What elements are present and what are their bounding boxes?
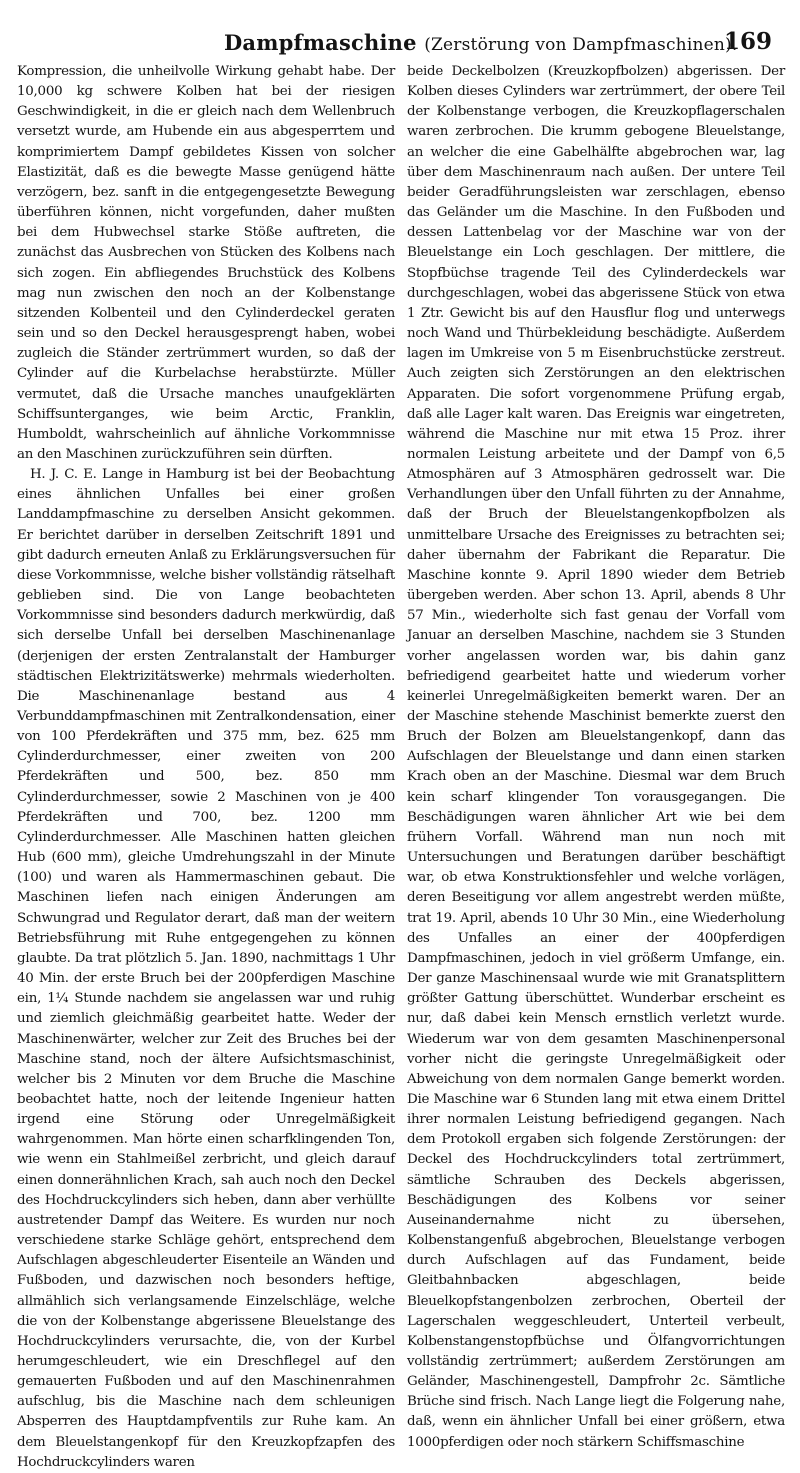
paragraph: beide Deckelbolzen (Kreuzkopfbolzen) abgerissen. Der Kolben dieses Cylinders war zertrümmert, der obere Teil der Kolbenstange verbogen, die Kreuzkopflagerschalen waren zerbrochen. Die krumm gebogene Bleuelstange, an welcher die eine Gabelhälfte abgebrochen war, lag über dem Maschinenraum nach außen. Der untere Teil beider Geradführungsleisten war zerschlagen, ebenso das Geländer um die Maschine. In den Fußboden und dessen Lattenbelag vor der Maschine war von der Bleuelstange ein Loch geschlagen. Der mittlere, die Stopfbüchse tragende Teil des Cylinderdeckels war durchgeschlagen, wobei das abgerissene Stück von etwa 1 Ztr. Gewicht bis auf den Hausflur flog und unterwegs noch Wand und Thürbekleidung beschädigte. Außerdem lagen im Umkreise von 5 m Eisenbruchstücke zerstreut. Auch zeigten sich Zerstörungen an den elektrischen Apparaten. Die sofort vorgenommene Prüfung ergab, daß alle Lager kalt waren. Das Ereignis war eingetreten, während die Maschine nur mit etwa 15 Proz. ihrer normalen Leistung arbeitete und der Dampf von 6,5 Atmosphären auf 3 Atmosphären gedrosselt war. Die Verhandlungen über den Unfall führten zu der Annahme, daß der Bruch der Bleuelstangenkopfbolzen als unmittelbare Ursache des Ereignisses zu betrachten sei; daher übernahm der Fabrikant die Reparatur. Die Maschine konnte 9. April 1890 wieder dem Betrieb übergeben werden. Aber schon 13. April, abends 8 Uhr 57 Min., wiederholte sich fast genau der Vorfall vom Januar an derselben Maschine, nachdem sie 3 Stunden vorher angelassen worden war, bis dahin ganz befriedigend gearbeitet hatte und wiederum vorher keinerlei Unregelmäßigkeiten bemerkt waren. Der an der Maschine stehende Maschinist bemerkte zuerst den Bruch der Bolzen am Bleuelstangenkopf, dann das Aufschlagen der Bleuelstange und dann einen starken Krach oben an der Maschine. Diesmal war dem Bruch kein scharf klingender Ton vorausgegangen. Die Beschädigungen waren ähnlicher Art wie bei dem frühern Vorfall. Während man nun noch mit Untersuchungen und Beratungen darüber beschäftigt war, ob etwa Konstruktionsfehler und welche vorlägen, deren Beseitigung vor allem angestrebt werden müßte, trat 19. April, abends 10 Uhr 30 Min., eine Wiederholung des Unfalles an einer der 400pferdigen Dampfmaschinen, jedoch in viel größerm Umfange, ein. Der ganze Maschinensaal wurde wie mit Granatsplittern größter Gattung überschüttet. Wunderbar erscheint es nur, daß dabei kein Mensch ernstlich verletzt wurde. Wiederum war von dem gesamten Maschinenpersonal vorher nicht die geringste Unregelmäßigkeit oder Abweichung von dem normalen Gange bemerkt worden. Die Maschine war 6 Stunden lang mit etwa einem Drittel ihrer normalen Leistung befriedigend gegangen. Nach dem Protokoll ergaben sich folgende Zerstörungen: der Deckel des Hochdruckcylinders total zertrümmert, sämtliche Schrauben des Deckels abgerissen, Beschädigungen des Kolbens vor seiner Auseinandernahme nicht zu übersehen, Kolbenstangenfuß abgebrochen, Bleuelstange verbogen durch Aufschlagen auf das Fundament, beide Gleitbahnbacken abgeschlagen, beide Bleuelkopfstangenbolzen zerbrochen, Oberteil der Lagerschalen weggeschleudert, Unterteil verbeult, Kolbenstangenstopfbüchse und Ölfangvorrichtungen vollständig zertrümmert; außerdem Zerstörungen am Geländer, Maschinengestell, Dampfrohr 2c. Sämtliche Brüche sind frisch. Nach Lange liegt die Folgerung nahe, daß, wenn ein ähnlicher Unfall bei einer größern, etwa 1000pferdigen oder noch stärkern Schiffsmaschine bbox=[407, 64, 785, 1450]
page-header bbox=[0, 26, 800, 62]
paragraph: H. J. C. E. Lange in Hamburg ist bei der Beobachtung eines ähnlichen Unfalles bei einer großen Landdampfmaschine zu derselben Ansicht gekommen. Er berichtet darüber in derselben Zeitschrift 1891 und gibt dadurch erneuten Anlaß zu Erklärungsversuchen für diese Vorkommnisse, welche bisher vollständig rätselhaft geblieben sind. Die von Lange beobachteten Vorkommnisse sind besonders dadurch merkwürdig, daß sich derselbe Unfall bei derselben Maschinenanlage (derjenigen der ersten Zentralanstalt der Hamburger städtischen Elektrizitätswerke) mehrmals wiederholten. Die Maschinenanlage bestand aus 4 Verbunddampfmaschinen mit Zentralkondensation, einer von 100 Pferdekräften und 375 mm, bez. 625 mm Cylinderdurchmesser, einer zweiten von 200 Pferdekräften und 500, bez. 850 mm Cylinderdurchmesser, sowie 2 Maschinen von je 400 Pferdekräften und 700, bez. 1200 mm Cylinderdurchmesser. Alle Maschinen hatten gleichen Hub (600 mm), gleiche Umdrehungszahl in der Minute (100) und waren als Hammermaschinen gebaut. Die Maschinen liefen nach einigen Änderungen am Schwungrad und Regulator derart, daß man der weitern Betriebsführung mit Ruhe entgegengehen zu können glaubte. Da trat plötzlich 5. Jan. 1890, nachmittags 1 Uhr 40 Min. der erste Bruch bei der 200pferdigen Maschine ein, 1¼ Stunde nachdem sie angelassen war und ruhig und ziemlich gleichmäßig gearbeitet hatte. Weder der Maschinenwärter, welcher zur Zeit des Bruches bei der Maschine stand, noch der ältere Aufsichtsmaschinist, welcher bis 2 Minuten vor dem Bruche die Maschine beobachtet hatte, noch der leitende Ingenieur hatten irgend eine Störung oder Unregelmäßigkeit wahrgenommen. Man hörte einen scharfklingenden Ton, wie wenn ein Stahlmeißel zerbricht, und gleich darauf einen donnerähnlichen Krach, sah auch noch den Deckel des Hochdruckcylinders sich heben, dann aber verhüllte austretender Dampf das Weitere. Es wurden nur noch verschiedene starke Schläge gehört, entsprechend dem Aufschlagen abgeschleuderter Eisenteile an Wänden und Fußboden, und dazwischen noch besonders heftige, allmählich sich verlangsamende Einzelschläge, welche die von der Kolbenstange abgerissene Bleuelstange des Hochdruckcylinders verursachte, die, von der Kurbel herumgeschleudert, wie ein Dreschflegel auf den gemauerten Fußboden und auf den Maschinenrahmen aufschlug, bis die Maschine nach dem schleunigen Absperren des Hauptdampfventils zur Ruhe kam. An dem Bleuelstangenkopf für den Kreuzkopfzapfen des Hochdruckcylinders waren bbox=[17, 467, 395, 1470]
left-column bbox=[17, 62, 395, 1473]
page-number: 169 bbox=[723, 28, 772, 55]
running-title-subtitle: (Zerstörung von Dampfmaschinen). bbox=[424, 35, 738, 55]
running-title bbox=[224, 30, 737, 58]
right-column bbox=[407, 62, 785, 1453]
paragraph: Kompression, die unheilvolle Wirkung gehabt habe. Der 10,000 kg schwere Kolben hat bei der riesigen Geschwindigkeit, in die er gleich nach dem Wellenbruch versetzt wurde, am Hubende ein aus abgesperrtem und komprimiertem Dampf gebildetes Kissen von solcher Elastizität, daß es die bewegte Masse genügend hätte verzögern, bez. sanft in die entgegengesetzte Bewegung überführen können, nicht vorgefunden, daher mußten bei dem Hubwechsel starke Stöße auftreten, die zunächst das Ausbrechen von Stücken des Kolbens nach sich zogen. Ein abfliegendes Bruchstück des Kolbens mag nun zwischen den noch an der Kolbenstange sitzenden Kolbenteil und den Cylinderdeckel geraten sein und so den Deckel herausgesprengt haben, wobei zugleich die Ständer zertrümmert wurden, so daß der Cylinder auf die Kurbelachse herabstürzte. Müller vermutet, daß die Ursache manches unaufgeklärten Schiffsunterganges, wie beim Arctic, Franklin, Humboldt, wahrscheinlich auf ähnliche Vorkommnisse an den Maschinen zurückzuführen sein dürften. bbox=[17, 64, 395, 462]
running-title-main: Dampfmaschine bbox=[224, 30, 417, 55]
